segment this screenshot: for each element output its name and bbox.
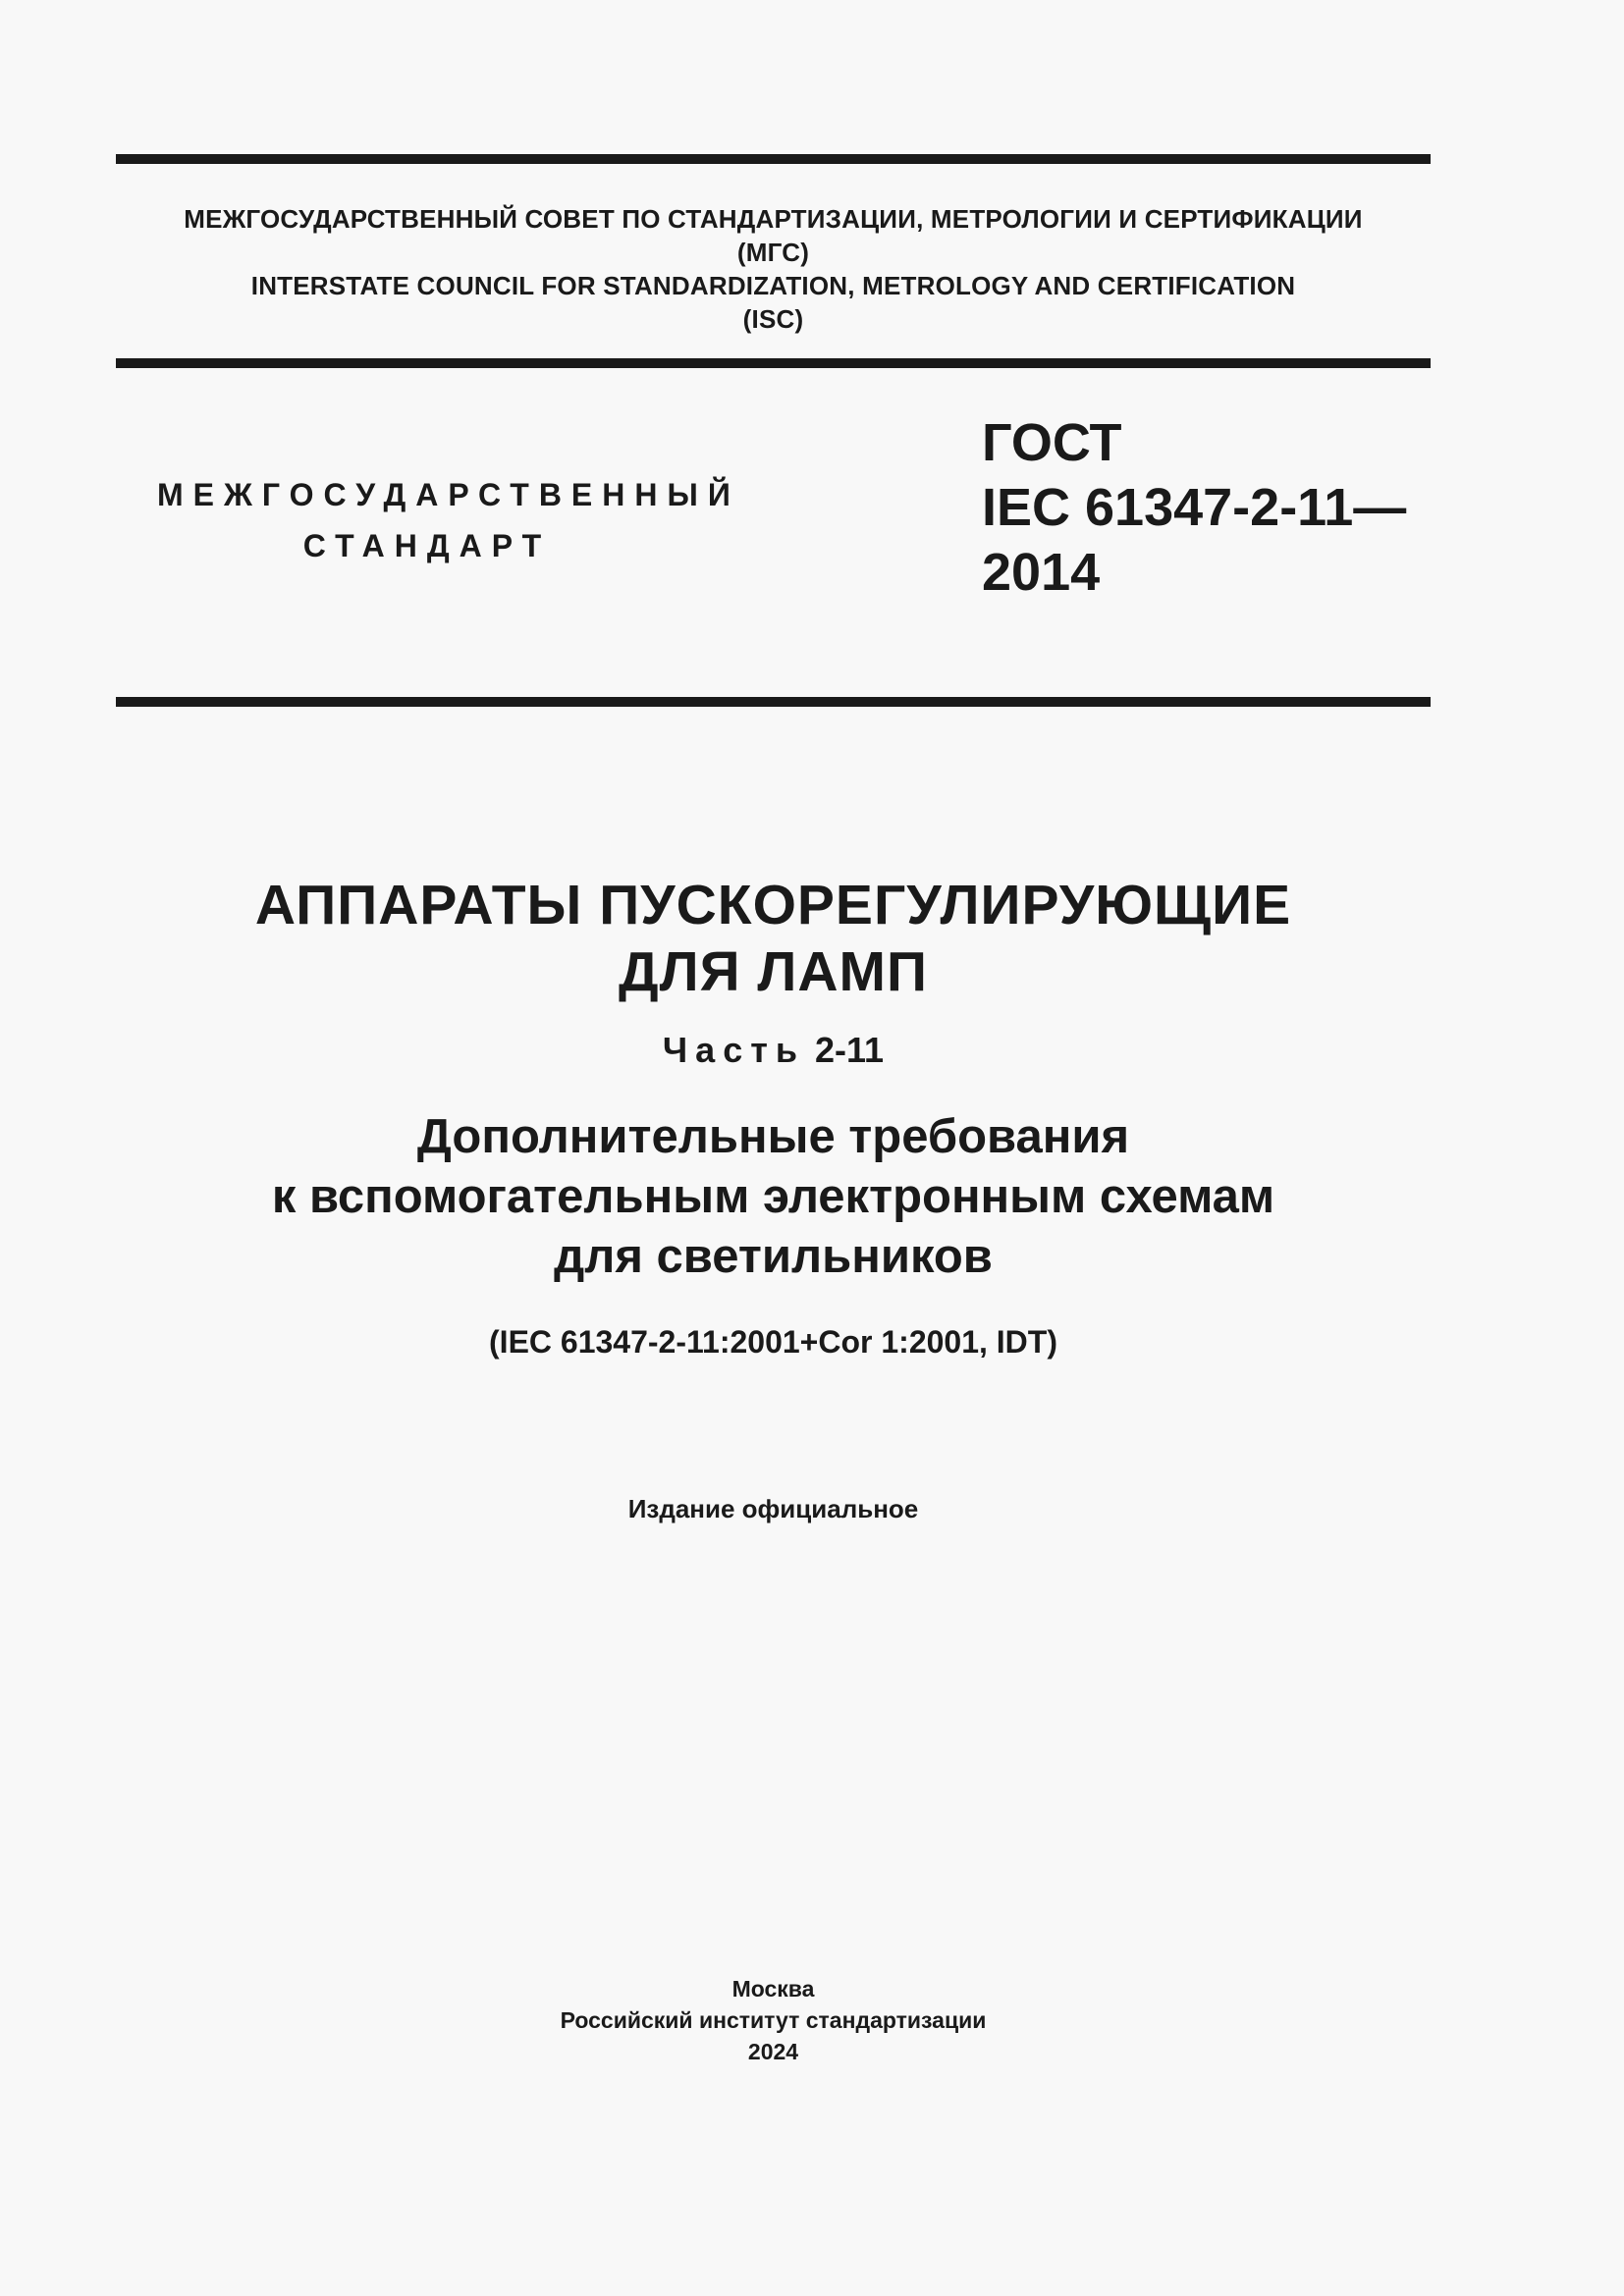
subtitle-line2: к вспомогательным электронным схемам xyxy=(271,1170,1275,1223)
standard-type-line2: СТАНДАРТ xyxy=(302,528,552,563)
standard-type-line1: МЕЖГОСУДАРСТВЕННЫЙ xyxy=(157,477,740,512)
middle-rule xyxy=(116,358,1431,368)
standard-type xyxy=(157,469,740,571)
part-word: Часть xyxy=(662,1030,805,1070)
council-en-name: INTERSTATE COUNCIL FOR STANDARDIZATION, METROLOGY AND CERTIFICATION xyxy=(250,271,1296,300)
subtitle-line1: Дополнительные требования xyxy=(416,1110,1130,1163)
main-title-line1: АППАРАТЫ ПУСКОРЕГУЛИРУЮЩИЕ xyxy=(254,874,1292,936)
council-en-abbr: (ISC) xyxy=(742,304,804,334)
imprint-year: 2024 xyxy=(747,2039,799,2064)
imprint xyxy=(116,1973,1431,2067)
designation-line2: IEC 61347-2-11— xyxy=(982,478,1407,537)
council-ru-abbr: (МГС) xyxy=(736,238,810,267)
subtitle-line3: для светильников xyxy=(554,1230,993,1283)
iec-reference: (IEC 61347-2-11:2001+Cor 1:2001, IDT) xyxy=(489,1324,1057,1360)
edition-note: Издание официальное xyxy=(627,1494,919,1523)
standard-designation xyxy=(982,410,1406,605)
title-block xyxy=(116,872,1431,1362)
main-title xyxy=(116,872,1431,1005)
part-label xyxy=(116,1029,1431,1072)
designation-line1: ГОСТ xyxy=(982,413,1122,472)
imprint-publisher: Российский институт стандартизации xyxy=(560,2007,987,2033)
part-number: 2-11 xyxy=(815,1030,885,1070)
main-title-line2: ДЛЯ ЛАМП xyxy=(618,940,928,1003)
council-ru-name: МЕЖГОСУДАРСТВЕННЫЙ СОВЕТ ПО СТАНДАРТИЗАЦИИ, МЕТРОЛОГИИ И СЕРТИФИКАЦИИ xyxy=(184,204,1363,234)
council-header xyxy=(116,202,1431,336)
top-rule xyxy=(116,154,1431,164)
subtitle xyxy=(116,1107,1431,1287)
designation-line3: 2014 xyxy=(982,543,1101,602)
lower-rule xyxy=(116,697,1431,707)
imprint-city: Москва xyxy=(731,1976,815,2002)
